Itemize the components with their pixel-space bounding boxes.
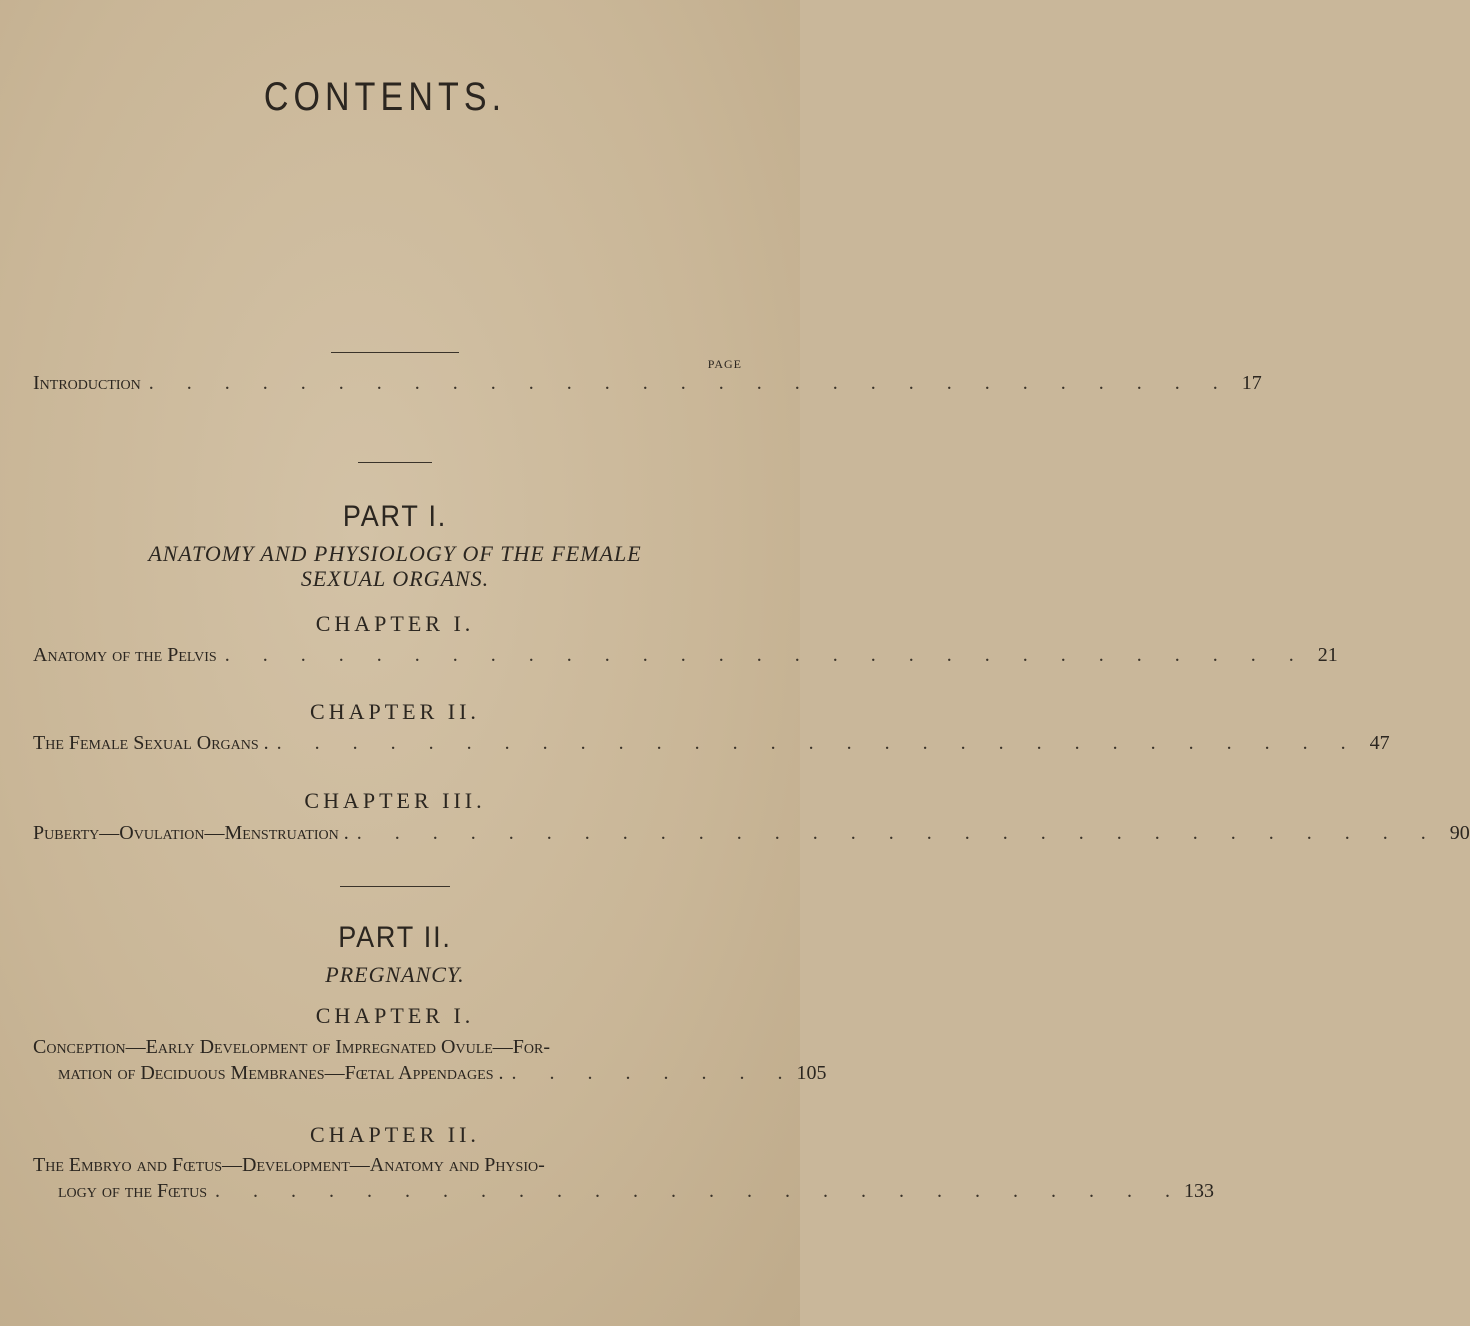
toc-entry[interactable]: [33, 642, 1338, 668]
part-subtitle: PREGNANCY.: [325, 962, 465, 987]
leader-dots: . . . . . . . . . . . . . . . . . . . . . . . . . . . . .: [148, 372, 1232, 394]
chapter-heading: CHAPTER III.: [304, 788, 486, 813]
entry-text: Conception—Early Development of Impregnated Ovule—For-: [33, 1036, 551, 1058]
entry-page-number: 47: [1369, 732, 1390, 754]
entry-text-continued: mation of Deciduous Membranes—Fœtal Appendages .: [58, 1062, 504, 1084]
entry-text: Puberty—Ovulation—Menstruation .: [33, 822, 349, 844]
entry-text: The Embryo and Fœtus—Development—Anatomy and Physio-: [33, 1154, 545, 1176]
page-column-label: PAGE: [707, 357, 742, 371]
toc-entry[interactable]: [33, 1034, 827, 1086]
divider-rule: [340, 886, 450, 887]
leader-dots: . . . . . . . .: [511, 1062, 797, 1084]
toc-entry-introduction[interactable]: [33, 370, 1262, 396]
entry-text: The Female Sexual Organs .: [33, 732, 269, 754]
chapter-heading: CHAPTER II.: [310, 1122, 480, 1147]
entry-text: Anatomy of the Pelvis: [33, 644, 217, 666]
page-title: CONTENTS.: [263, 75, 507, 119]
entry-page-number: 105: [796, 1062, 827, 1084]
entry-text-continued: logy of the Fœtus: [58, 1180, 208, 1202]
divider-rule: [331, 352, 459, 353]
leader-dots: . . . . . . . . . . . . . . . . . . . . . . . . . . . . .: [356, 822, 1440, 844]
part-subtitle: SEXUAL ORGANS.: [300, 566, 490, 591]
chapter-heading: CHAPTER II.: [310, 699, 480, 724]
part-subtitle: ANATOMY AND PHYSIOLOGY OF THE FEMALE: [148, 541, 642, 566]
toc-entry[interactable]: [33, 1152, 1215, 1204]
divider-rule: [358, 462, 432, 463]
leader-dots: . . . . . . . . . . . . . . . . . . . . . . . . . . . . .: [276, 732, 1360, 754]
chapter-heading: CHAPTER I.: [315, 611, 475, 636]
toc-entry[interactable]: [33, 820, 1470, 846]
entry-page-number: 133: [1184, 1180, 1215, 1202]
part-heading: PART II.: [338, 921, 452, 954]
leader-dots: . . . . . . . . . . . . . . . . . . . . . . . . . . . . .: [224, 644, 1308, 666]
entry-page-number: 17: [1241, 372, 1262, 394]
leader-dots: . . . . . . . . . . . . . . . . . . . . . . . . . .: [215, 1180, 1185, 1202]
toc-entry[interactable]: [33, 730, 1390, 756]
entry-page-number: 21: [1317, 644, 1338, 666]
entry-text: Introduction: [33, 372, 141, 394]
chapter-heading: CHAPTER I.: [315, 1003, 475, 1028]
part-heading: PART I.: [342, 500, 448, 533]
entry-page-number: 90: [1449, 822, 1470, 844]
